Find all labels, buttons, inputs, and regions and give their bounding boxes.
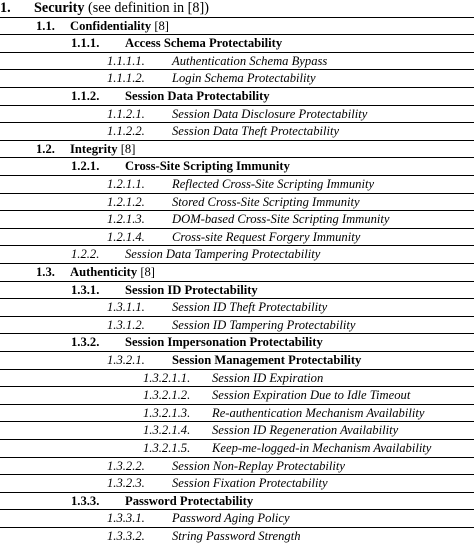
section-label bbox=[172, 70, 316, 87]
section-label bbox=[172, 475, 328, 492]
section-number: 1.2.1.1. bbox=[107, 177, 145, 191]
section-number: 1.1.1. bbox=[71, 36, 100, 51]
outline-row bbox=[0, 299, 474, 317]
outline-row bbox=[0, 317, 474, 335]
section-title: Reflected Cross-Site Scripting Immunity bbox=[172, 177, 375, 191]
outline-row bbox=[0, 211, 474, 229]
section-number: 1.1.2. bbox=[71, 89, 100, 103]
outline-row bbox=[0, 264, 474, 282]
section-label bbox=[172, 528, 301, 545]
section-title: Session Data Disclosure Protectability bbox=[172, 106, 368, 121]
section-title: Session Impersonation Protectability bbox=[125, 335, 323, 350]
section-label bbox=[70, 264, 155, 281]
section-title: Authentication Schema Bypass bbox=[172, 53, 328, 68]
section-number: 1. bbox=[0, 0, 11, 16]
section-label bbox=[172, 53, 327, 70]
outline-row bbox=[0, 88, 474, 106]
section-title: Cross-site Request Forgery Immunity bbox=[172, 229, 361, 244]
section-title: String Password Strength bbox=[172, 529, 301, 543]
section-label bbox=[172, 229, 360, 246]
section-number: 1.3.2.1.4. bbox=[143, 423, 191, 438]
section-number: 1.3.2.2. bbox=[107, 458, 145, 473]
section-title: Re-authentication Mechanism Availability bbox=[212, 405, 425, 420]
section-label bbox=[212, 422, 398, 439]
section-label bbox=[212, 405, 424, 422]
section-number: 1.3.2.1.2. bbox=[143, 388, 191, 403]
outline-row bbox=[0, 334, 474, 352]
section-label bbox=[125, 158, 290, 175]
outline-row bbox=[0, 0, 474, 18]
outline-row bbox=[0, 70, 474, 88]
section-label bbox=[212, 440, 431, 457]
section-reference: [8] bbox=[137, 265, 156, 279]
section-label bbox=[125, 35, 282, 52]
section-number: 1.2.1.2. bbox=[107, 194, 145, 209]
section-title: DOM-based Cross-Site Scripting Immunity bbox=[172, 212, 390, 227]
section-label bbox=[125, 88, 270, 105]
section-title: Session Fixation Protectability bbox=[172, 476, 328, 491]
section-title: Session Management Protectability bbox=[172, 353, 362, 367]
outline-row bbox=[0, 123, 474, 141]
section-reference: [8] bbox=[117, 141, 136, 156]
section-label bbox=[172, 458, 345, 475]
section-title: Access Schema Protectability bbox=[125, 36, 283, 51]
section-title: Session Data Theft Protectability bbox=[172, 124, 340, 139]
section-title: Security bbox=[34, 0, 85, 16]
section-number: 1.2. bbox=[36, 141, 55, 156]
section-number: 1.3.2.3. bbox=[107, 476, 145, 491]
outline-row bbox=[0, 246, 474, 264]
outline-row bbox=[0, 194, 474, 212]
section-number: 1.3.3.2. bbox=[107, 529, 145, 543]
section-number: 1.3.1. bbox=[71, 282, 100, 297]
outline-row bbox=[0, 282, 474, 300]
section-label bbox=[34, 0, 209, 17]
section-label bbox=[172, 123, 339, 140]
outline-row bbox=[0, 18, 474, 36]
section-label bbox=[125, 334, 323, 351]
section-label bbox=[125, 282, 258, 299]
outline-row bbox=[0, 35, 474, 53]
section-number: 1.3.3. bbox=[71, 493, 100, 508]
section-number: 1.3.2.1.5. bbox=[143, 441, 191, 455]
outline-row bbox=[0, 352, 474, 370]
section-number: 1.3.2. bbox=[71, 335, 100, 350]
section-title: Session ID Protectability bbox=[125, 282, 258, 297]
outline-row bbox=[0, 458, 474, 476]
section-label bbox=[172, 106, 367, 123]
outline-row bbox=[0, 440, 474, 458]
section-number: 1.1.1.1. bbox=[107, 53, 145, 68]
section-title: Session ID Tampering Protectability bbox=[172, 317, 356, 332]
section-number: 1.1.1.2. bbox=[107, 71, 145, 86]
section-number: 1.1. bbox=[36, 18, 55, 33]
section-number: 1.2.2. bbox=[71, 247, 100, 262]
section-label bbox=[172, 211, 389, 228]
section-label bbox=[70, 18, 169, 35]
section-label bbox=[70, 141, 135, 158]
outline-row bbox=[0, 53, 474, 71]
section-title: Authenticity bbox=[70, 265, 138, 279]
outline-row bbox=[0, 158, 474, 176]
section-label bbox=[172, 510, 290, 527]
section-label bbox=[125, 246, 320, 263]
section-number: 1.3.1.2. bbox=[107, 317, 145, 332]
outline-row bbox=[0, 528, 474, 546]
section-title: Confidentiality bbox=[70, 18, 152, 33]
section-number: 1.3. bbox=[36, 265, 55, 279]
section-title: Session ID Expiration bbox=[212, 370, 324, 385]
section-title: Integrity bbox=[70, 141, 118, 156]
section-title: Session ID Theft Protectability bbox=[172, 300, 328, 315]
section-title: Stored Cross-Site Scripting Immunity bbox=[172, 194, 360, 209]
section-number: 1.3.1.1. bbox=[107, 300, 145, 315]
section-number: 1.3.2.1. bbox=[107, 353, 145, 367]
section-label bbox=[125, 493, 253, 510]
section-title: Password Protectability bbox=[125, 493, 254, 508]
section-label bbox=[212, 387, 410, 404]
outline-row bbox=[0, 422, 474, 440]
outline-row bbox=[0, 387, 474, 405]
section-label bbox=[212, 370, 323, 387]
section-reference: (see definition in [8]) bbox=[84, 0, 209, 16]
section-number: 1.2.1. bbox=[71, 159, 100, 174]
outline-row bbox=[0, 176, 474, 194]
section-number: 1.3.3.1. bbox=[107, 511, 145, 526]
section-title: Login Schema Protectability bbox=[172, 71, 316, 86]
section-number: 1.2.1.4. bbox=[107, 229, 145, 244]
outline-row bbox=[0, 141, 474, 159]
section-number: 1.1.2.2. bbox=[107, 124, 145, 139]
section-title: Session Non-Replay Protectability bbox=[172, 458, 346, 473]
section-title: Session Data Protectability bbox=[125, 89, 270, 103]
section-reference: [8] bbox=[151, 18, 170, 33]
section-label bbox=[172, 352, 361, 369]
section-number: 1.3.2.1.1. bbox=[143, 370, 191, 385]
section-label bbox=[172, 176, 374, 193]
outline-row bbox=[0, 229, 474, 247]
section-label bbox=[172, 317, 355, 334]
outline-row bbox=[0, 370, 474, 388]
outline-row bbox=[0, 475, 474, 493]
outline-row bbox=[0, 510, 474, 528]
outline-row bbox=[0, 405, 474, 423]
section-title: Password Aging Policy bbox=[172, 511, 290, 526]
section-number: 1.2.1.3. bbox=[107, 212, 145, 227]
section-title: Keep-me-logged-in Mechanism Availability bbox=[212, 441, 432, 455]
section-number: 1.1.2.1. bbox=[107, 106, 145, 121]
section-title: Session Data Tampering Protectability bbox=[125, 247, 321, 262]
section-label bbox=[172, 194, 360, 211]
section-label bbox=[172, 299, 327, 316]
outline-row bbox=[0, 106, 474, 124]
section-number: 1.3.2.1.3. bbox=[143, 405, 191, 420]
section-title: Cross-Site Scripting Immunity bbox=[125, 159, 290, 174]
section-title: Session Expiration Due to Idle Timeout bbox=[212, 388, 411, 403]
section-title: Session ID Regeneration Availability bbox=[212, 423, 399, 438]
outline-row bbox=[0, 493, 474, 511]
